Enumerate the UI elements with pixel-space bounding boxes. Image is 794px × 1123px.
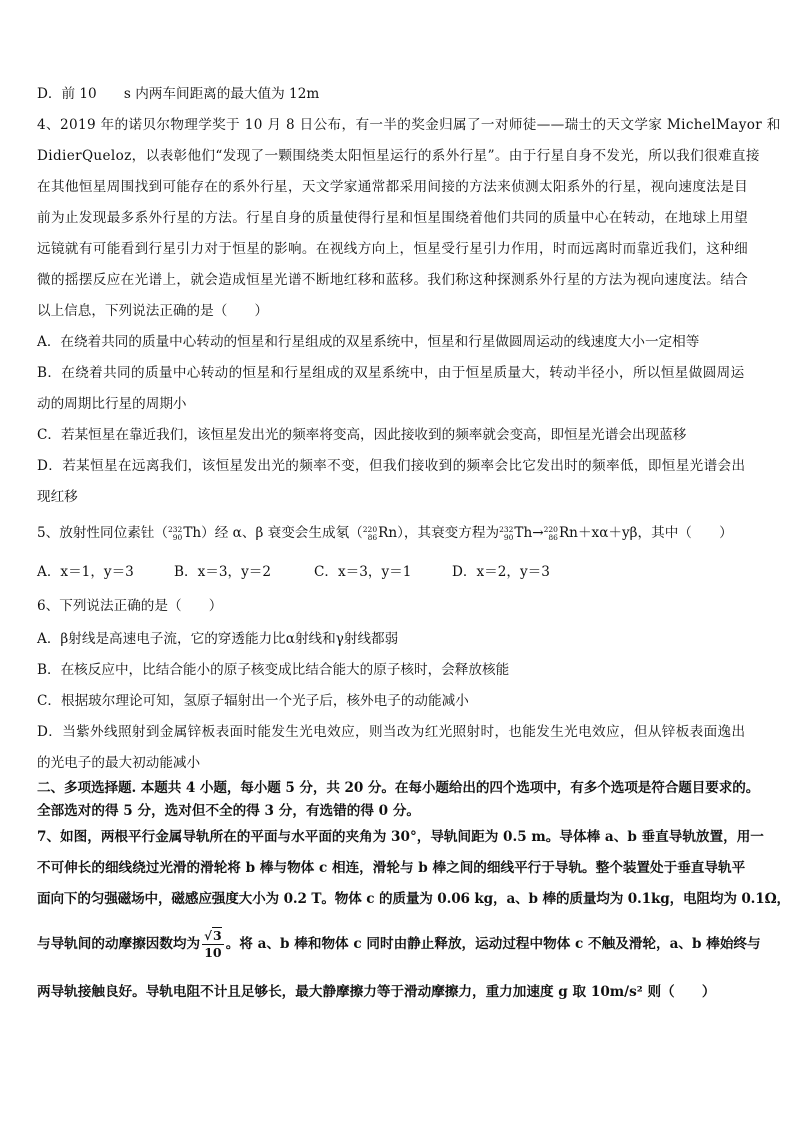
option-text: 的光电子的最大初动能减小 bbox=[37, 755, 201, 771]
q4-stem-line-5 bbox=[37, 240, 748, 258]
q6-option-c bbox=[37, 692, 469, 710]
q4-option-d-line-1 bbox=[37, 457, 745, 475]
mass-number: 220 bbox=[362, 524, 378, 534]
q5-option-d: D．x＝2，y＝3 bbox=[452, 564, 550, 580]
section-2-heading-line-2 bbox=[37, 802, 420, 820]
q7-stem-line-3 bbox=[37, 890, 790, 908]
atomic-number: 90 bbox=[172, 532, 183, 542]
q6-option-d-line-2 bbox=[37, 754, 200, 772]
atomic-number: 86 bbox=[367, 532, 378, 542]
mass-number: 232 bbox=[168, 524, 183, 534]
option-text: D．若某恒星在远离我们，该恒星发出光的频率不变，但我们接收到的频率会比它发出时的频率低，即恒星光谱会出 bbox=[37, 458, 746, 474]
q3-option-d bbox=[37, 85, 319, 103]
q4-option-c bbox=[37, 426, 686, 444]
atomic-number: 90 bbox=[503, 532, 514, 542]
element-symbol: Th bbox=[183, 525, 202, 541]
mass-number: 232 bbox=[499, 524, 514, 534]
text-line: 4、2019 年的诺贝尔物理学奖于 10 月 8 日公布，有一半的奖金归属了一对师徒——瑞士的天文学家 MichelMayor 和 bbox=[37, 117, 781, 133]
text-line: 前为止发现最多系外行星的方法。行星自身的质量使得行星和恒星围绕着他们共同的质量中心在转动，在地球上用望 bbox=[37, 210, 749, 226]
q5-option-c: C．x＝3，y＝1 bbox=[314, 564, 412, 580]
q5-stem bbox=[37, 522, 733, 544]
q5-mid-text: ），其衰变方程为 bbox=[397, 525, 500, 541]
section-heading: 全部选对的得 5 分，选对但不全的得 3 分，有选错的得 0 分。 bbox=[37, 803, 421, 819]
q6-option-a bbox=[37, 630, 398, 648]
radon-nuclide bbox=[363, 522, 397, 544]
option-text: C．根据玻尔理论可知，氢原子辐射出一个光子后，核外电子的动能减小 bbox=[37, 693, 469, 709]
q5-options bbox=[37, 563, 550, 581]
section-2-heading-line-1 bbox=[37, 779, 759, 797]
q4-option-b-line-1 bbox=[37, 364, 745, 382]
q7-stem-line-4 bbox=[37, 926, 761, 962]
option-text: 动的周期比行星的周期小 bbox=[37, 396, 187, 412]
q6-option-d-line-1 bbox=[37, 723, 745, 741]
text-line: 面向下的匀强磁场中，磁感应强度大小为 0.2 T。物体 c 的质量为 0.06 kg，a、b 棒的质量均为 0.1kg，电阻均为 0.1Ω， bbox=[37, 891, 790, 907]
q7-stem-line-1 bbox=[37, 828, 764, 846]
q7-stem-line-5 bbox=[37, 983, 715, 1001]
option-text: A．β射线是高速电子流，它的穿透能力比α射线和γ射线都弱 bbox=[37, 631, 399, 647]
q4-stem-line-1 bbox=[37, 116, 781, 134]
thorium-nuclide bbox=[168, 522, 201, 544]
radon-nuclide-eq bbox=[544, 522, 578, 544]
text-line: 6、下列说法正确的是（ ） bbox=[37, 598, 223, 614]
option-text: D．当紫外线照射到金属锌板表面时能发生光电效应，则当改为红光照射时，也能发生光电效应，但从锌板表面逸出 bbox=[37, 724, 746, 740]
atomic-number: 86 bbox=[548, 532, 558, 542]
option-text: B．在绕着共同的质量中心转动的恒星和行星组成的双星系统中，由于恒星质量大，转动半径小，所以恒星做圆周运 bbox=[37, 365, 745, 381]
text-line: 远镜就有可能看到行星引力对于恒星的影响。在视线方向上，恒星受行星引力作用，时而远离时而靠近我们，这种细 bbox=[37, 241, 749, 257]
q4-stem-line-6 bbox=[37, 271, 748, 289]
q5-tail: ＋xα＋yβ，其中（ ） bbox=[577, 525, 733, 541]
q4-stem-line-7 bbox=[37, 302, 268, 320]
mass-number: 220 bbox=[543, 524, 558, 534]
text-line: 在其他恒星周围找到可能存在的系外行星，天文学家通常都采用间接的方法来侦测太阳系外的行星，视向速度法是目 bbox=[37, 179, 749, 195]
text-line: 与导轨间的动摩擦因数均为 bbox=[37, 936, 201, 952]
element-symbol: Rn bbox=[558, 525, 578, 541]
q4-option-d-line-2 bbox=[37, 488, 78, 506]
q6-stem bbox=[37, 597, 222, 615]
sqrt-icon: √ bbox=[204, 929, 213, 943]
q6-option-b bbox=[37, 661, 509, 679]
text-line: DidierQueloz，以表彰他们“发现了一颗围绕类太阳恒星运行的系外行星”。由于行星自身不发光，所以我们很难直接 bbox=[37, 148, 760, 164]
q7-stem-line-2 bbox=[37, 859, 745, 877]
q4-stem-line-2 bbox=[37, 147, 760, 165]
q4-option-b-line-2 bbox=[37, 395, 187, 413]
q5-prefix: 5、放射性同位素钍（ bbox=[37, 525, 168, 541]
text-line: 。将 a、b 棒和物体 c 同时由静止释放，运动过程中物体 c 不触及滑轮，a、b 棒始终与 bbox=[225, 936, 761, 952]
q4-option-a bbox=[37, 333, 699, 351]
text-line: 以上信息，下列说法正确的是（ ） bbox=[37, 303, 269, 319]
q5-mid-text: ）经 α、β 衰变会生成氡（ bbox=[201, 525, 363, 541]
reaction-arrow: → bbox=[532, 525, 544, 541]
option-text: A．在绕着共同的质量中心转动的恒星和行星组成的双星系统中，恒星和行星做圆周运动的线速度大小一定相等 bbox=[37, 334, 700, 350]
fraction-numerator bbox=[202, 928, 224, 945]
option-text: D．前 10 s 内两车间距离的最大值为 12m bbox=[37, 86, 320, 102]
element-symbol: Rn bbox=[378, 525, 398, 541]
element-symbol: Th bbox=[514, 525, 533, 541]
text-line: 两导轨接触良好。导轨电阻不计且足够长，最大静摩擦力等于滑动摩擦力，重力加速度 g 取 10m/s² 则（ ） bbox=[37, 984, 716, 1000]
fraction-denominator: 10 bbox=[204, 945, 222, 960]
text-line: 微的摇摆反应在光谱上，就会造成恒星光谱不断地红移和蓝移。我们称这种探测系外行星的方法为视向速度法。结合 bbox=[37, 272, 749, 288]
option-text: 现红移 bbox=[37, 489, 78, 505]
text-line: 7、如图，两根平行金属导轨所在的平面与水平面的夹角为 30°，导轨间距为 0.5 m。导体棒 a、b 垂直导轨放置，用一 bbox=[37, 829, 764, 845]
text-line: 不可伸长的细线绕过光滑的滑轮将 b 棒与物体 c 相连，滑轮与 b 棒之间的细线平行于导轨。整个装置处于垂直导轨平 bbox=[37, 860, 746, 876]
q4-stem-line-3 bbox=[37, 178, 748, 196]
q5-option-a: A．x＝1，y＝3 bbox=[37, 564, 134, 580]
q4-stem-line-4 bbox=[37, 209, 748, 227]
friction-coefficient-fraction bbox=[202, 928, 224, 961]
option-text: B．在核反应中，比结合能小的原子核变成比结合能大的原子核时，会释放核能 bbox=[37, 662, 510, 678]
section-heading: 二、多项选择题. 本题共 4 小题，每小题 5 分，共 20 分。在每小题给出的四个选项中，有多个选项是符合题目要求的。 bbox=[37, 780, 760, 796]
option-text: C．若某恒星在靠近我们，该恒星发出光的频率将变高，因此接收到的频率就会变高，即恒星光谱会出现蓝移 bbox=[37, 427, 687, 443]
radicand: 3 bbox=[213, 928, 222, 943]
q5-option-b: B．x＝3，y＝2 bbox=[174, 564, 272, 580]
thorium-nuclide-eq bbox=[499, 522, 532, 544]
